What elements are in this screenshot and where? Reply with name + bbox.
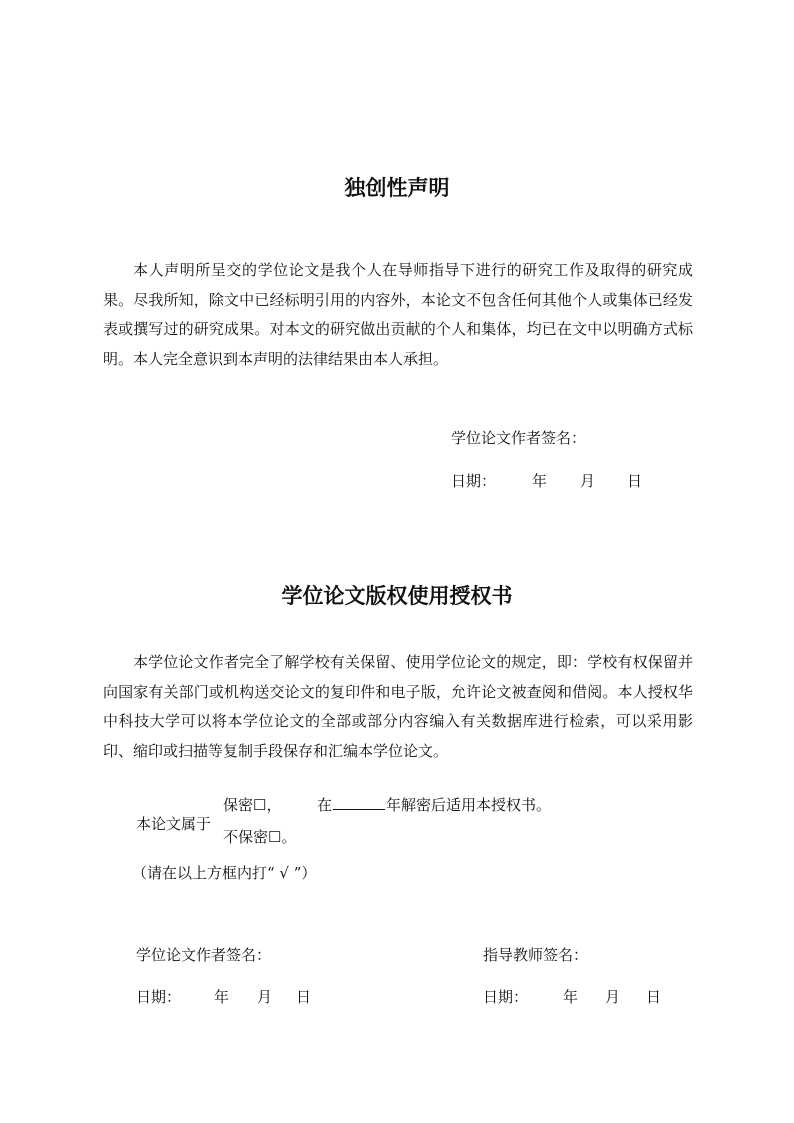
author-date-label: 日期： <box>136 988 182 1006</box>
originality-date-label: 日期： <box>451 472 497 490</box>
advisor-day-label: 日 <box>646 988 662 1006</box>
author-year-label: 年 <box>214 988 230 1006</box>
originality-month-label: 月 <box>580 472 596 490</box>
originality-paragraph: 本人声明所呈交的学位论文是我个人在导师指导下进行的研究工作及取得的研究成果。尽我所知，除文中已经标明引用的内容外，本论文不包含任何其他个人或集体已经发表或撰写过的研究成果。对本文的研究做出贡献的个人和集体，均已在文中以明确方式标明。本人完全意识到本声明的法律结果由本人承担。 <box>103 261 693 368</box>
originality-day-label: 日 <box>627 472 643 490</box>
secret-suffix-label: 年解密后适用本授权书。 <box>386 796 552 814</box>
nonsecret-option: 不保密☐。 <box>223 828 297 846</box>
author-day-label: 日 <box>296 988 312 1006</box>
advisor-date-label: 日期： <box>483 988 529 1006</box>
originality-signature-label: 学位论文作者签名： <box>451 429 587 447</box>
authorization-paragraph: 本学位论文作者完全了解学校有关保留、使用学位论文的规定，即：学校有权保留并向国家有关部门或机构送交论文的复印件和电子版，允许论文被查阅和借阅。本人授权华中科技大学可以将本学位论文的全部或部分内容编入有关数据库进行检索，可以采用影印、缩印或扫描等复制手段保存和汇编本学位论文。 <box>103 653 693 760</box>
belongs-label: 本论文属于 <box>136 815 212 833</box>
checkmark-note: （请在以上方框内打“ √ ”） <box>132 864 317 882</box>
author-signature-label: 学位论文作者签名： <box>136 946 272 964</box>
advisor-signature-label: 指导教师签名： <box>483 946 589 964</box>
originality-title: 独创性声明 <box>344 176 450 200</box>
secret-clause <box>317 794 551 815</box>
secret-in-label: 在 <box>317 796 333 814</box>
secret-option: 保密☐， <box>223 796 282 814</box>
authorization-title: 学位论文版权使用授权书 <box>281 584 513 608</box>
originality-year-label: 年 <box>532 472 548 490</box>
advisor-month-label: 月 <box>605 988 621 1006</box>
secret-year-blank <box>333 795 385 810</box>
advisor-year-label: 年 <box>563 988 579 1006</box>
author-month-label: 月 <box>257 988 273 1006</box>
